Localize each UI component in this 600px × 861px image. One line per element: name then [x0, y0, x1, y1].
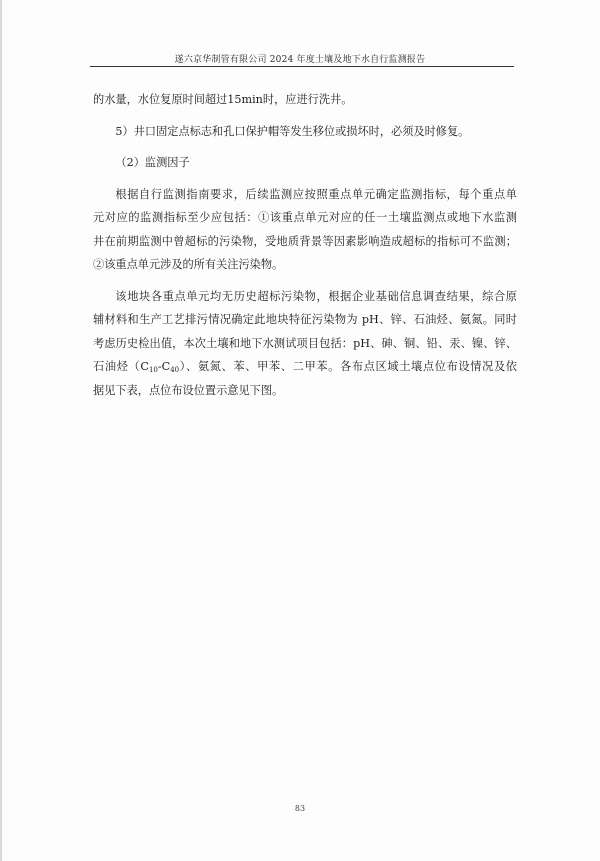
- text-line: 辅材料和生产工艺排污情况确定此地块特征污染物为 pH、锌、石油烃、氨氮。同时: [93, 313, 517, 326]
- subscript: 40: [170, 366, 180, 374]
- text-run: -C: [157, 360, 171, 373]
- scan-edge: [0, 0, 2, 861]
- text-line: 5）井口固定点标志和孔口保护帽等发生移位或损坏时，必须及时修复。: [115, 124, 470, 138]
- text-run: 石油烃（C: [93, 360, 149, 373]
- text-line: 该地块各重点单元均无历史超标污染物，根据企业基础信息调查结果，综合原: [115, 289, 517, 303]
- subscript: 10: [148, 366, 158, 374]
- text-line: 井在前期监测中曾超标的污染物，受地质背景等因素影响造成超标的指标可不监测；: [93, 234, 517, 248]
- paragraph-wellhead-repair: [93, 120, 517, 144]
- page-number: 83: [294, 804, 306, 813]
- text-run: ）、氨氮、苯、甲苯、二甲苯。各布点区域土壤点位布设情况及依: [179, 360, 517, 373]
- text-line: 元对应的监测指标至少应包括：①该重点单元对应的任一土壤监测点或地下水监测: [93, 211, 517, 224]
- paragraph-wash-well: [93, 88, 517, 112]
- paragraph-pollutants: [93, 285, 517, 403]
- text-line: [93, 355, 517, 379]
- text-line: 的水量，水位复原时间超过15min时，应进行洗井。: [93, 93, 353, 106]
- paragraph-monitoring-guidelines: [93, 183, 517, 277]
- section-heading-monitoring-factors: [93, 151, 517, 175]
- text-line: ②该重点单元涉及的所有关注污染物。: [93, 258, 284, 271]
- text-line: （2）监测因子: [115, 156, 190, 169]
- body-text: [93, 88, 517, 402]
- text-line: 考虑历史检出值，本次土壤和地下水测试项目包括：pH、砷、铜、铅、汞、镍、锌、: [93, 336, 517, 350]
- text-line: 据见下表，点位布设位置示意见下图。: [93, 383, 284, 397]
- header-rule: [90, 66, 514, 67]
- running-header: 遂六京华制管有限公司 2024 年度土壤及地下水自行监测报告: [174, 55, 426, 65]
- text-line: 根据自行监测指南要求，后续监测应按照重点单元确定监测指标，每个重点单: [115, 187, 517, 201]
